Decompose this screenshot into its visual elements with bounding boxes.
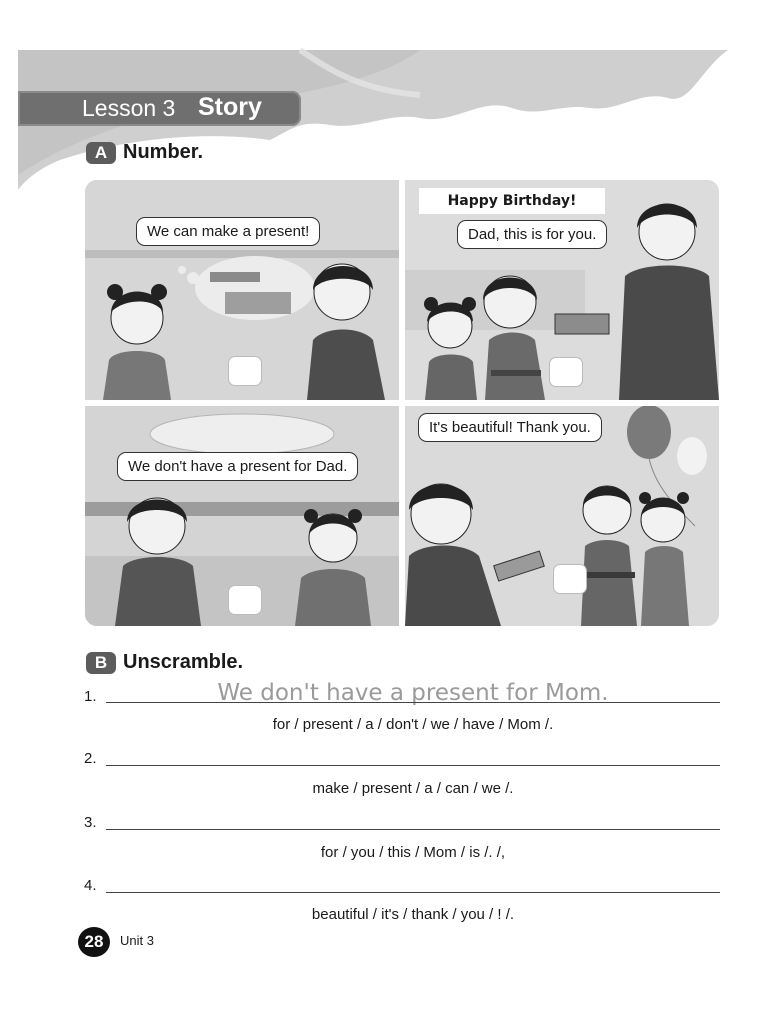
exercise-3-scrambled-words: for / you / this / Mom / is /. /,	[320, 844, 506, 861]
exercise-3	[80, 814, 720, 874]
exercise-2-answer-line[interactable]	[106, 765, 720, 766]
panel-1-speech-bubble: We can make a present!	[136, 217, 320, 246]
section-a-title: Number.	[123, 141, 204, 163]
panel-2-number-box[interactable]	[549, 357, 583, 387]
exercise-4-answer-line[interactable]	[106, 892, 720, 893]
page-number: 28	[78, 927, 110, 957]
lesson-label: Lesson 3	[82, 95, 176, 121]
panel-4-number-box[interactable]	[553, 564, 587, 594]
exercise-2	[80, 750, 720, 810]
exercise-3-answer-line[interactable]	[106, 829, 720, 830]
comic-panel-1	[85, 180, 399, 400]
comic-panel-2	[405, 180, 719, 400]
exercise-2-scrambled-words: make / present / a / can / we /.	[312, 780, 514, 797]
exercise-4	[80, 877, 720, 937]
exercise-4-scrambled-words: beautiful / it's / thank / you / ! /.	[311, 906, 515, 923]
comic-panel-4	[405, 406, 719, 626]
panel-3-speech-bubble: We don't have a present for Dad.	[117, 452, 358, 481]
panel-4-speech-bubble: It's beautiful! Thank you.	[418, 413, 602, 442]
exercise-2-number: 2.	[84, 750, 97, 767]
panel-3-number-box[interactable]	[228, 585, 262, 615]
section-a-badge: A	[86, 142, 116, 164]
exercise-1-number: 1.	[84, 688, 97, 705]
section-b-badge: B	[86, 652, 116, 674]
exercise-1-scrambled-words: for / present / a / don't / we / have / Mom /.	[272, 716, 554, 733]
panel-1-number-box[interactable]	[228, 356, 262, 386]
story-label: Story	[198, 93, 262, 121]
comic-strip	[85, 180, 719, 626]
exercise-4-number: 4.	[84, 877, 97, 894]
exercise-1-answer-line[interactable]	[106, 702, 720, 703]
section-a-heading	[86, 141, 203, 164]
unit-label: Unit 3	[120, 933, 154, 948]
comic-panel-3	[85, 406, 399, 626]
happy-birthday-sign: Happy Birthday!	[419, 188, 605, 214]
lesson-title-tab	[18, 91, 301, 126]
section-b-title: Unscramble.	[123, 651, 244, 673]
exercise-3-number: 3.	[84, 814, 97, 831]
exercise-1-answer: We don't have a present for Mom.	[217, 680, 609, 706]
panel-2-speech-bubble: Dad, this is for you.	[457, 220, 607, 249]
exercise-1	[80, 680, 720, 740]
section-b-heading	[86, 651, 243, 674]
